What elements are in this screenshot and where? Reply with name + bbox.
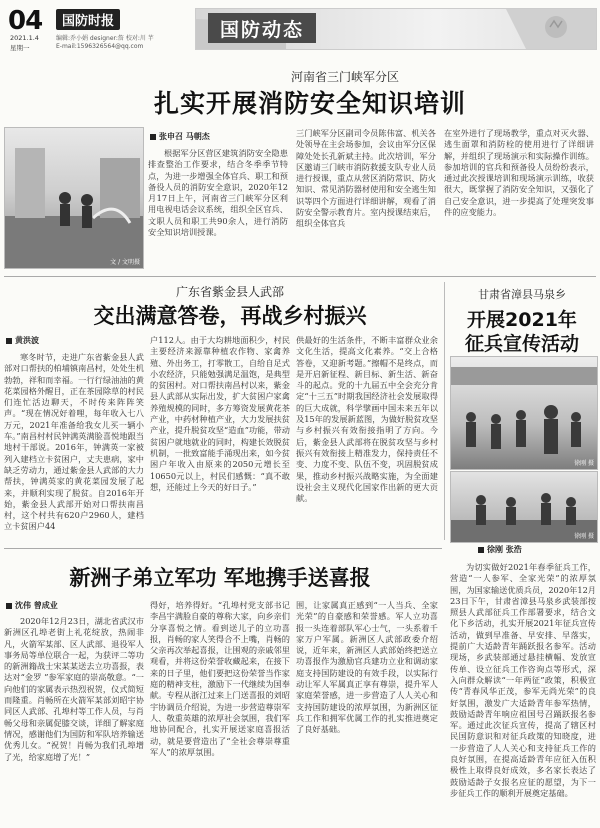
article-headline: 交出满意答卷，再战乡村振兴 <box>93 304 367 328</box>
issue-date: 2021.1.4 <box>10 34 39 42</box>
article-byline: 徐刚 张浩 <box>478 544 522 555</box>
contact-email: E-mail:1596326564@qq.com <box>56 43 144 50</box>
byline-marker-icon <box>150 134 156 140</box>
section-title-box <box>208 13 316 43</box>
article-column-1: 2020年12月23日，湖北省武汉市新洲区孔埠老街上礼花绽放，热闹非凡，火箭军某部、区人武部、退役军人事务局等单位联合一起，为获评二等功的新洲籍战士宋某某送去立功喜报，表达对“金罗 ”参军家庭的崇高敬意。“一向他们的家属表示热烈祝贺，仪式简短而隆重。肖畅所在火箭军某部刘昭宇协同区人武部、孔埠村等工作人员，与肖畅父母和亲属促膝交谈，详细了解家庭情况，感谢他们为国防和军队培养输送优秀儿女。“祝贺！肖畅为我们孔埠增了光，给家庭增了光！” <box>4 616 144 762</box>
article-column-3: 在室外进行了现场教学，重点对灭火器、逃生面罩和消防栓的使用进行了详细讲解，并组织了现场演示和实际操作训练。参加培训的官兵和预备役人员纷纷表示，通过此次授课培训和现场演示训练，收获很大，既掌握了消防安全知识，又强化了自己安全意识，进一步提高了处理突发事件的应变能力。 <box>444 128 594 218</box>
article-rural-revival <box>0 278 444 548</box>
article-byline: 沈伟 曾成业 <box>6 600 58 611</box>
column-divider <box>444 282 445 540</box>
article-photo-1 <box>450 356 598 470</box>
page-number: 04 <box>8 6 43 36</box>
editor-credits: 编辑:乔小娟 designer:詹 校对:川 芊 <box>56 35 154 42</box>
issue-weekday: 星期一 <box>10 44 30 52</box>
divider <box>4 548 442 549</box>
byline-marker-icon <box>6 338 12 344</box>
firefighter-photo-icon <box>5 128 143 268</box>
article-headline: 新洲子弟立军功 军地携手送喜报 <box>69 566 371 590</box>
photo-caption: 文 / 文明摄 <box>110 259 140 266</box>
article-photo-2 <box>450 471 598 543</box>
paper-name: 国防时报 <box>56 9 120 30</box>
article-kicker: 广东省紫金县人武部 <box>175 285 284 299</box>
byline-marker-icon <box>6 603 12 609</box>
photo-caption: 徐刚 摄 <box>574 460 594 467</box>
article-column-3: 围，让家属真正感到“一人当兵、全家光荣”的自豪感和荣誉感。军人立功喜报一头连着部队军心士气，一头系着千家万户军属。新洲区人武部政委介绍说，近年来，新洲区人武部始终把送立功喜报作为激励官兵建功立业和调动家庭支持国防建设的有效手段，以实际行动让军人军属真正享有尊崇，提升军人家庭荣誉感，进一步营造了人人关心和支持国防建设的浓厚氛围，为新洲区征兵工作和拥军优属工作的扎实推进奠定了良好基础。 <box>296 600 438 735</box>
article-headline: 扎实开展消防安全知识培训 <box>153 89 466 118</box>
article-merit-award <box>0 550 444 828</box>
section-banner <box>195 8 597 50</box>
crowd-photo-icon <box>451 357 597 469</box>
article-kicker: 甘肃省漳县马泉乡 <box>478 288 566 301</box>
article-column-1: 根据军分区营区建筑消防安全隐患排查整治工作要求，结合冬季季节特点，为进一步增强全体官兵、职工和预备役人员的消防安全意识，2020年12月17日上午，河南省三门峡军分区利用电视电话会议系统，组织全区官兵、文职人员和职工共90余人，进行消防安全知识培训授课。 <box>148 148 288 238</box>
article-column-2: 得好，培养得好。“孔埠村党支部书记李昌宇满脸自豪的尊称大家，向乡亲们分享喜悦之情。看到送儿子的立功喜报，肖畅的家人笑得合不上嘴，肖畅的父亲再次举起喜报，让围观的亲戚邻里观看，并将这份荣誉收藏起来，在接下来的日子里，他们要把这份荣誉当作家庭的精神支柱，激励下一代继续为国奉献。专程从浙江过来上门送喜报的刘昭宇协调员介绍说，为进一步营造尊崇军人、敬重英雄的浓厚社会氛围，我们军地协同配合，扎实开展送家庭喜报活动，就是要营造出了“全社会尊崇尊重军人”的浓厚氛围。 <box>150 600 290 757</box>
article-column-1: 寒冬时节，走进广东省紫金县人武部对口帮扶的柏埔镇南昌村，处处生机勃勃，祥和而幸福。一行行绿油油的黄花菜园格外醒目，正在茶园除草的村民们连忙活边聊天，不时传来阵阵笑声。“现在情况好着哩，每年收入七八万元，2021年准备给我女儿买一辆小车。”南昌村村民钟满英满脸喜悦地跟当地村干部说。2016年，钟满英一家被列入建档立卡贫困户，丈夫患病，家中缺乏劳动力，通过紫金县人武部的大力帮扶，钟满英家的黄花菜园发展了起来，并顺利实现了脱贫。自2016年开始，紫金县人武部开始对口帮扶南昌村，这个村共有620户2960人，建档立卡贫困户44 <box>4 352 144 532</box>
article-headline-line-1: 开展2021年 <box>467 309 577 331</box>
article-byline: 黄洪波 <box>6 335 39 346</box>
section-title: 国防动态 <box>219 18 304 41</box>
article-column-2: 三门峡军分区副司令员陈伟富、机关各处领导在主会场参加，会议由军分区保障处处长孔新斌主持。此次培训，军分区邀请三门峡市消防救援支队专业人员进行授课，重点从营区消防常识、防火知识、常见消防器材使用和安全逃生知识等四个方面进行详细讲解，观看了消防安全警示教育片。室内授课结束后，组织全体官兵 <box>296 128 436 229</box>
article-column: 为切实做好2021年春季征兵工作，营造“一人参军、全家光荣”的浓厚氛围，为国家输送优质兵员，2020年12月23日下午，甘肃省漳县马泉乡武装部按照县人武部征兵工作部署要求，结合文化下乡活动，扎实开展2021年征兵宣传活动，做到早准备、早安排、早落实，提前广大适龄青年踊跃报名参军。活动现场，乡武装部通过悬挂横幅、发放宣传单、设立征兵工作咨询点等形式，深入向群众解读“一年两征”政策，积极宣传“青春风华正茂，参军无尚光荣”的良好氛围，激发广大适龄青年参军热情，鼓励适龄青年响应祖国号召踊跃报名参军。通过此次征兵宣传，提高了辖区村民国防意识和对征兵政策的知晓度，进一步营造了人人关心和支持征兵工作的良好氛围，在提高适龄青年应征入伍积极性上取得良好成效，多名家长表达了鼓励适龄子女报名应征的愿望，为下一步征兵工作的顺利开展奠定基础。 <box>450 562 596 798</box>
byline-marker-icon <box>478 547 484 553</box>
article-recruitment <box>448 278 598 823</box>
article-column-2: 户112人。由于大均耕地面积少，村民主要经济来源靠种植农作物、家禽养殖、外出务工，打零散工，自给自足式小农经济，只能勉强满足温饱，是典型的贫困村。对口帮扶南昌村以来，紫金县人武部从实际出发，扩大贫困户家禽养殖规模的同时，多方筹资发展黄花茶产业，中药材种植产业，大力发展扶贫产业，提升脱贫攻坚“造血”功能，带动贫困户就地就业的同时，构建长效脱贫机制，一批致富能手涌现出来，如今贫困户年收入由原来的2050元增长至10650元以上，村民们感慨：“真不敢想，还能过上今天的好日子。” <box>150 335 290 492</box>
photo-caption: 徐刚 摄 <box>574 533 594 540</box>
article-fire-safety <box>0 60 600 275</box>
article-headline-line-2: 征兵宣传活动 <box>464 333 579 355</box>
article-photo <box>4 127 144 269</box>
article-kicker: 河南省三门峡军分区 <box>290 70 399 84</box>
divider <box>4 276 596 277</box>
masthead <box>0 0 600 62</box>
article-column-3: 供最好的生活条件，不断丰富群众业余文化生活，提高文化素养。“交上合格答卷，又迎新考题。”擦帽不是终点，而是开启新征程、新目标、新生活、新奋斗的起点。党的十九届五中全会充分肯定“十三五”时期我国经济社会发展取得的巨大成就，科学擘画中国未来五年以及15年的发展新蓝图，为做好脱贫攻坚与乡村振兴有效衔接指明了方向。今后，紫金县人武部将在脱贫攻坚与乡村振兴有效衔接上精准发力，保持责任不变、力度不变、队伍不变，巩固脱贫成果，推动乡村振兴战略实施，为全面建设社会主义现代化国家作出新的更大贡献。 <box>296 335 438 504</box>
article-byline: 张申召 马朝杰 <box>150 131 210 142</box>
